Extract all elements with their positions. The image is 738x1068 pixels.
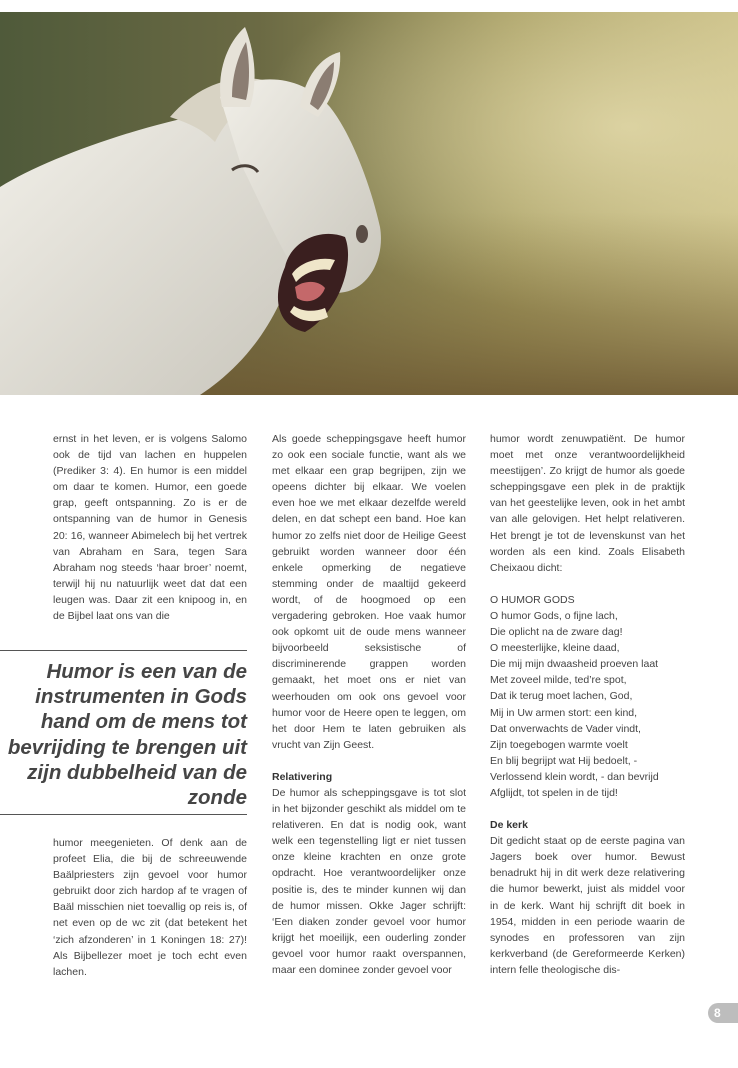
poem-line: Afglijdt, tot spelen in de tijd! <box>490 786 618 799</box>
poem-line: Zijn toegebogen warmte voelt <box>490 738 628 751</box>
horse-photo <box>0 12 738 395</box>
body-paragraph: humor wordt zenuwpatiënt. De humor moet met onze verantwoordelijkheid meestijgen’. Zo krijgt de humor als goede scheppingsgave een plek in de praktijk van het geestelijke leven, ook in het ambt van alle gelovigen. Het helpt relativeren. Het brengt je tot de levenskunst van het worden als een kind. Zoals Elisabeth Cheixaou dicht: <box>490 433 685 574</box>
poem-line: O meesterlijke, kleine daad, <box>490 642 620 655</box>
poem-line: Dat ik terug moet lachen, God, <box>490 690 633 703</box>
column-3-text <box>490 431 685 978</box>
poem-line: Dat onverwachts de Vader vindt, <box>490 722 641 735</box>
poem-line: Verlossend klein wordt, - dan bevrijd <box>490 770 659 783</box>
body-paragraph: humor meegenieten. Of denk aan de profeet Elia, die bij de schreeuwende Baälpriesters zijn gevoel voor humor gebruikt door zich hardop af te vragen of Baäl misschien niet toevallig op reis is, of net even op de wc zit (dat betekent het ‘zich afzonderen’ in 1 Koningen 18: 27)! Als Bijbellezer moet je toch echt even lachen. <box>53 837 247 978</box>
pull-quote: Humor is een van de instrumenten in Gods hand om de mens tot bevrijding te brengen uit zijn dubbelheid van de zonde <box>7 660 247 810</box>
column-2-text <box>272 431 466 978</box>
section-heading-de-kerk: De kerk <box>490 819 528 832</box>
poem-line: En blij begrijpt wat Hij bedoelt, - <box>490 754 638 767</box>
page-number: 8 <box>708 1003 738 1023</box>
body-paragraph: Dit gedicht staat op de eerste pagina van Jagers boek over humor. Bewust benadrukt hij in dit werk deze relativering die humor bewerkt, juist als middel voor in de kerk. Want hij schrijft dit boek in 1954, midden in een periode waarin de synodes en professoren van zijn kerkverband (de Gereformeerde Kerken) intern felle theologische dis- <box>490 835 685 976</box>
poem-title: O HUMOR GODS <box>490 593 575 606</box>
poem-line: Die oplicht na de zware dag! <box>490 626 623 639</box>
pull-quote-box <box>0 650 247 815</box>
column-1-text-bottom <box>53 835 247 980</box>
body-paragraph: Als goede scheppingsgave heeft humor zo ook een sociale functie, want als we met elkaar een grap begrijpen, zijn we opeens dichter bij elkaar. We voelen even hoe we met elkaar dezelfde wereld delen, en dat schept een band. Hoe kan humor zo zelfs niet door de Heilige Geest gebruikt worden wanneer door één enkele opmerking de negatieve stemming onder de maaltijd gekeerd wordt, of de hoogmoed op een vergadering gebroken. Hoe vaak humor ook opkomt uit de oude mens wanneer bijvoorbeeld seksistische of discriminerende grappen worden gemaakt, het moet ons er niet van weerhouden om ook ons gevoel voor humor voor de Heere open te leggen, om het door Hem te laten gebruiken als vrucht van Zijn Geest. <box>272 433 466 751</box>
body-paragraph: ernst in het leven, er is volgens Salomo ook de tijd van lachen en huppelen (Prediker 3: 4). En humor is een middel om daar te komen. Humor, een goede grap, geeft ontspanning. Zo is er de ontspanning van de humor in Genesis 20: 16, wanneer Abimelech bij het vertrek van Abraham en Sara, tegen Sara Abraham nog steeds ‘haar broer’ noemt, terwijl hij nu natuurlijk weet dat dat een leugen was. Daar zit een knipoog in, en de Bijbel laat ons van die <box>53 433 247 623</box>
section-heading-relativering: Relativering <box>272 770 333 783</box>
poem-line: Die mij mijn dwaasheid proeven laat <box>490 658 659 671</box>
body-paragraph: De humor als scheppingsgave is tot slot in het bijzonder geschikt als middel om te relativeren. En dat is nodig ook, want welk een tegenstelling ligt er niet tussen onze kleine krachten en onze grote opdracht. Hoe verantwoordelijker onze positie is, des te minder kunnen wij dan de humor missen. Okke Jager schrijft: ‘Een diaken zonder gevoel voor humor krijgt het moeilijk, een ouderling zonder gevoel voor humor raakt overspannen, maar een dominee zonder gevoel voor <box>272 786 466 976</box>
column-1-text-top <box>53 431 247 624</box>
poem <box>490 592 685 801</box>
poem-line: Met zoveel milde, ted’re spot, <box>490 674 627 687</box>
poem-line: O humor Gods, o fijne lach, <box>490 609 618 622</box>
poem-line: Mij in Uw armen stort: een kind, <box>490 706 638 719</box>
